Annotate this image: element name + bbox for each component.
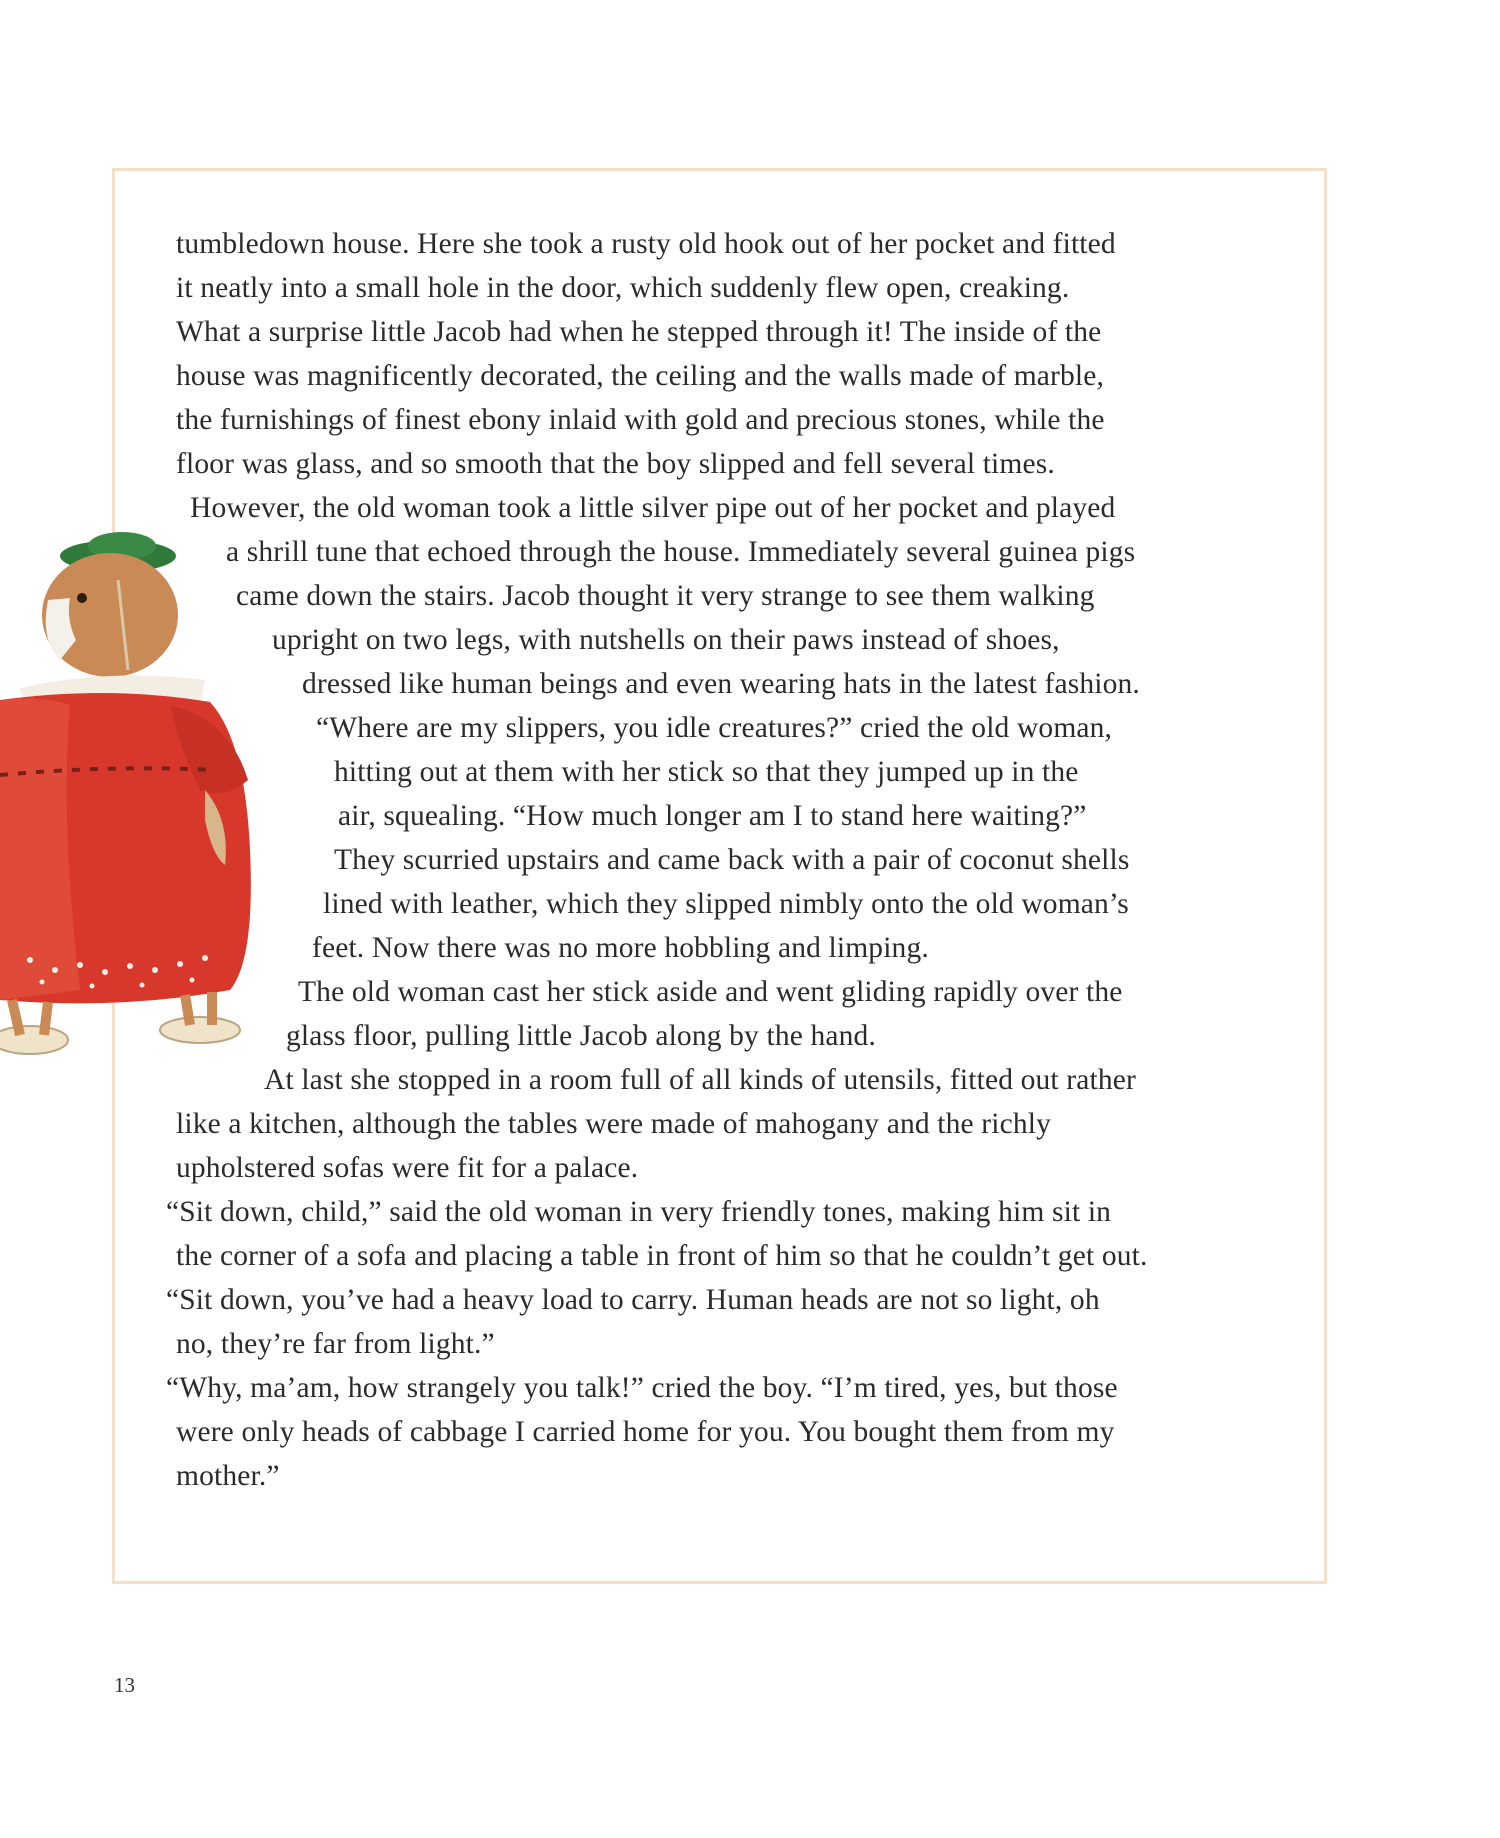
text-line: it neatly into a small hole in the door, which suddenly flew open, creaking.: [176, 272, 1070, 304]
text-line: the furnishings of finest ebony inlaid with gold and precious stones, while the: [176, 404, 1105, 436]
text-line: The old woman cast her stick aside and went gliding rapidly over the: [298, 976, 1123, 1008]
text-line: came down the stairs. Jacob thought it very strange to see them walking: [236, 580, 1095, 612]
text-line: glass floor, pulling little Jacob along by the hand.: [286, 1020, 876, 1052]
text-line: a shrill tune that echoed through the house. Immediately several guinea pigs: [226, 536, 1136, 568]
text-line: However, the old woman took a little silver pipe out of her pocket and played: [190, 492, 1116, 524]
text-line: house was magnificently decorated, the ceiling and the walls made of marble,: [176, 360, 1105, 392]
text-line: air, squealing. “How much longer am I to stand here waiting?”: [338, 800, 1087, 832]
text-line: mother.”: [176, 1460, 280, 1492]
text-line: “Sit down, you’ve had a heavy load to carry. Human heads are not so light, oh: [166, 1284, 1100, 1316]
text-line: At last she stopped in a room full of all kinds of utensils, fitted out rather: [264, 1064, 1136, 1096]
text-line: upright on two legs, with nutshells on their paws instead of shoes,: [272, 624, 1060, 656]
text-line: “Where are my slippers, you idle creatures?” cried the old woman,: [316, 712, 1113, 744]
page-number: 13: [114, 1673, 135, 1697]
text-line: “Sit down, child,” said the old woman in very friendly tones, making him sit in: [166, 1196, 1112, 1228]
text-line: lined with leather, which they slipped nimbly onto the old woman’s: [323, 888, 1129, 920]
text-line: “Why, ma’am, how strangely you talk!” cried the boy. “I’m tired, yes, but those: [166, 1372, 1118, 1404]
text-line: like a kitchen, although the tables were made of mahogany and the richly: [176, 1108, 1052, 1140]
text-line: hitting out at them with her stick so that they jumped up in the: [334, 756, 1079, 788]
text-line: tumbledown house. Here she took a rusty old hook out of her pocket and fitted: [176, 228, 1116, 260]
text-line: no, they’re far from light.”: [176, 1328, 495, 1360]
text-line: They scurried upstairs and came back with a pair of coconut shells: [334, 844, 1130, 876]
text-line: upholstered sofas were fit for a palace.: [176, 1152, 639, 1184]
text-line: feet. Now there was no more hobbling and limping.: [312, 932, 929, 964]
text-line: were only heads of cabbage I carried home for you. You bought them from my: [176, 1416, 1115, 1448]
text-line: the corner of a sofa and placing a table in front of him so that he couldn’t get out.: [176, 1240, 1148, 1272]
text-line: floor was glass, and so smooth that the boy slipped and fell several times.: [176, 448, 1055, 480]
text-line: What a surprise little Jacob had when he stepped through it! The inside of the: [176, 316, 1102, 348]
text-line: dressed like human beings and even wearing hats in the latest fashion.: [302, 668, 1140, 700]
